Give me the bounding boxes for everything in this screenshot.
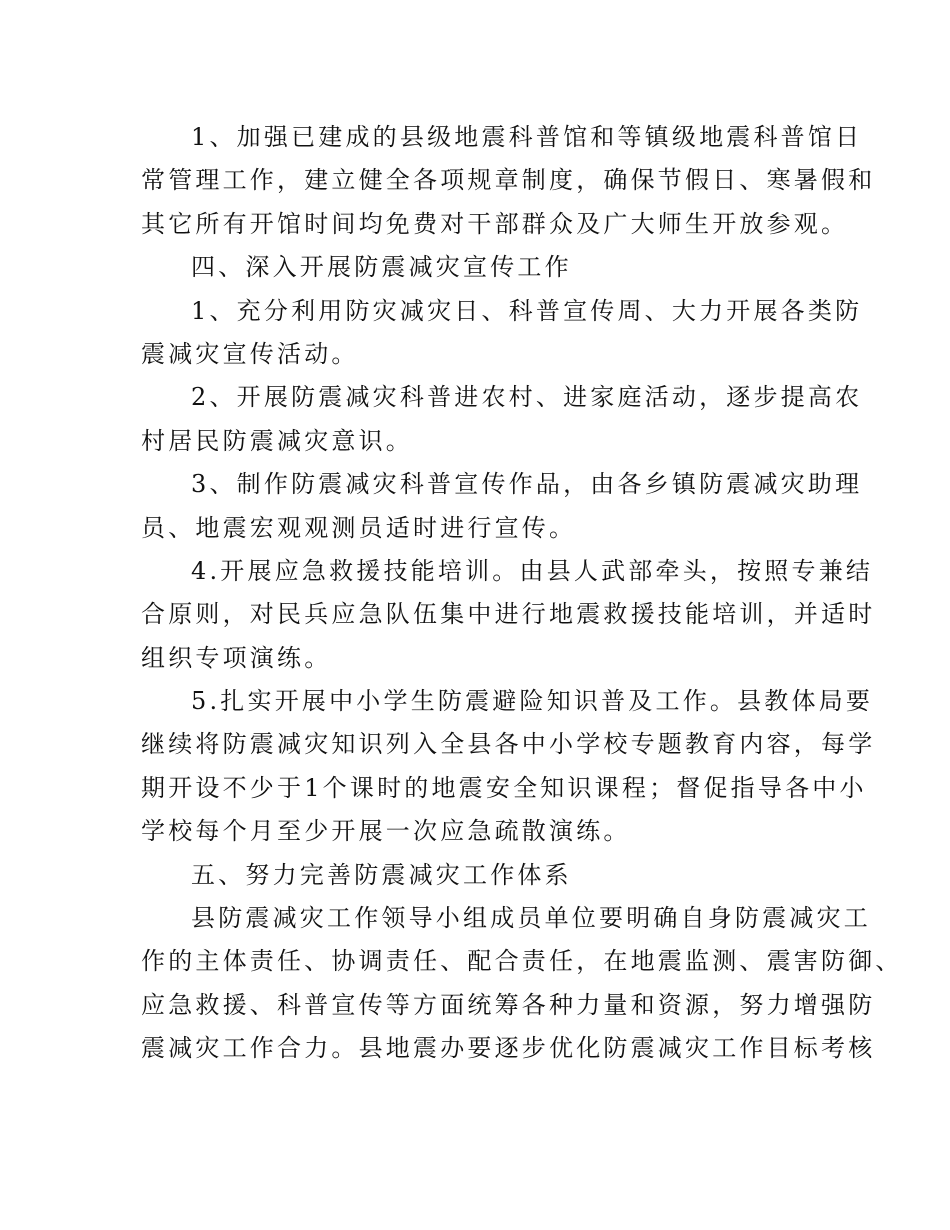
text-line: 3、制作防震减灾科普宣传作品，由各乡镇防震减灾助理 (191, 470, 863, 499)
text-line: 1、充分利用防灾减灾日、科普宣传周、大力开展各类防 (191, 296, 863, 325)
text-line: 学校每个月至少开展一次应急疏散演练。 (141, 817, 631, 846)
text-line: 1、加强已建成的县级地震科普馆和等镇级地震科普馆日 (191, 123, 863, 151)
text-line: 员、地震宏观观测员适时进行宣传。 (141, 513, 577, 542)
text-line: 4.开展应急救援技能培训。由县人武部牵头，按照专兼结 (191, 556, 874, 585)
text-line: 2、开展防震减灾科普进农村、进家庭活动，逐步提高农 (191, 383, 863, 412)
text-line: 5.扎实开展中小学生防震避险知识普及工作。县教体局要 (191, 687, 874, 716)
text-line: 合原则，对民兵应急队伍集中进行地震救援技能培训，并适时 (141, 600, 876, 629)
text-line: 震减灾宣传活动。 (141, 339, 359, 368)
text-line: 期开设不少于1个课时的地震安全知识课程；督促指导各中小 (141, 773, 867, 802)
text-line: 组织专项演练。 (141, 643, 332, 672)
text-line: 应急救援、科普宣传等方面统筹各种力量和资源，努力增强防 (141, 990, 876, 1019)
document-body (141, 116, 903, 1071)
section-heading: 四、深入开展防震减灾宣传工作 (191, 253, 572, 282)
text-line: 震减灾工作合力。县地震办要逐步优化防震减灾工作目标考核 (141, 1034, 876, 1063)
text-line: 作的主体责任、协调责任、配合责任，在地震监测、震害防御、 (141, 947, 903, 976)
section-heading: 五、努力完善防震减灾工作体系 (191, 860, 572, 889)
text-line: 继续将防震减灾知识列入全县各中小学校专题教育内容，每学 (141, 730, 876, 759)
text-line: 县防震减灾工作领导小组成员单位要明确自身防震减灾工 (191, 904, 871, 933)
text-line: 其它所有开馆时间均免费对干部群众及广大师生开放参观。 (141, 209, 849, 238)
text-line: 村居民防震减灾意识。 (141, 426, 413, 455)
text-line: 常管理工作，建立健全各项规章制度，确保节假日、寒暑假和 (141, 166, 876, 195)
